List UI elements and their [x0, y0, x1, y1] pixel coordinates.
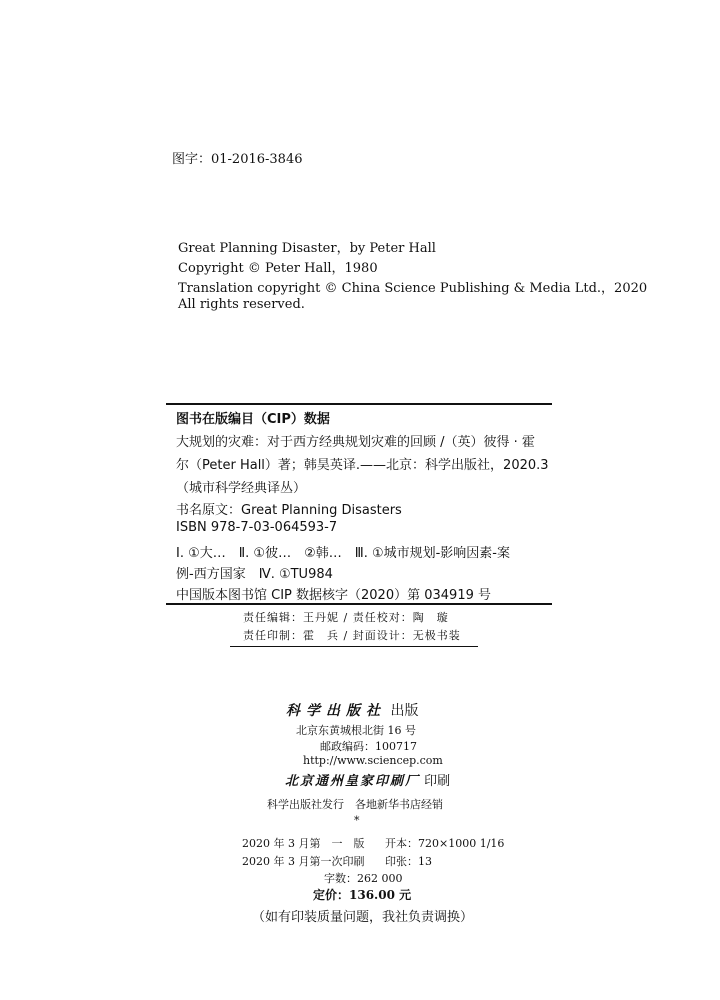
editors-line-1: 责任编辑：王丹妮 / 责任校对：陶 璇	[243, 611, 449, 624]
quality-notice: （如有印装质量问题，我社负责调换）	[252, 910, 474, 925]
cip-classification-line-1: Ⅰ. ①大… Ⅱ. ①彼… ②韩… Ⅲ. ①城市规划-影响因素-案	[176, 546, 510, 561]
printer-line	[285, 770, 450, 789]
cip-original-title: 书名原文：Great Planning Disasters	[176, 503, 402, 518]
cip-heading: 图书在版编目（CIP）数据	[176, 412, 330, 427]
page-format: 开本：720×1000 1/16	[385, 837, 505, 850]
editors-rule	[230, 646, 478, 647]
cip-series-line: （城市科学经典译丛）	[176, 481, 307, 496]
publisher-url: http://www.sciencep.com	[303, 754, 443, 767]
distribution-line: 科学出版社发行 各地新华书店经销	[267, 798, 443, 811]
separator-star: *	[354, 814, 360, 827]
copyright-line-2: Copyright © Peter Hall，1980	[178, 261, 378, 276]
editors-line-2: 责任印制：霍 兵 / 封面设计：无极书装	[243, 629, 461, 642]
contract-registration-number: 图字：01-2016-3846	[172, 152, 303, 167]
print-sheets: 印张：13	[385, 855, 432, 868]
cip-bottom-rule	[166, 603, 552, 605]
cip-isbn: ISBN 978-7-03-064593-7	[176, 520, 338, 535]
print-date: 2020 年 3 月第一次印刷	[242, 855, 365, 868]
publisher-line	[286, 700, 418, 720]
word-count: 字数：262 000	[324, 872, 403, 885]
publisher-postcode: 邮政编码：100717	[320, 740, 417, 753]
cip-top-rule	[166, 403, 552, 405]
copyright-line-1: Great Planning Disaster，by Peter Hall	[178, 241, 436, 256]
printer-suffix: 印刷	[424, 774, 451, 789]
price: 定价：136.00 元	[313, 888, 412, 902]
cip-title-line-1: 大规划的灾难：对于西方经典规划灾难的回顾 /（英）彼得 · 霍	[176, 435, 535, 450]
publisher-suffix: 出版	[390, 703, 419, 719]
cip-title-line-2: 尔（Peter Hall）著；韩昊英译.——北京：科学出版社，2020.3	[176, 458, 549, 473]
publisher-logo: 科学出版社	[286, 703, 386, 719]
publisher-address: 北京东黄城根北街 16 号	[296, 724, 416, 737]
copyright-line-4: All rights reserved.	[178, 297, 305, 312]
cip-data-number: 中国版本图书馆 CIP 数据核字（2020）第 034919 号	[176, 588, 491, 603]
cip-classification-line-2: 例-西方国家 Ⅳ. ①TU984	[176, 567, 333, 582]
printer-logo: 北京通州皇家印刷厂	[285, 774, 421, 789]
edition-date: 2020 年 3 月第 一 版	[242, 837, 365, 850]
copyright-line-3: Translation copyright © China Science Publishing & Media Ltd.，2020	[178, 281, 648, 296]
